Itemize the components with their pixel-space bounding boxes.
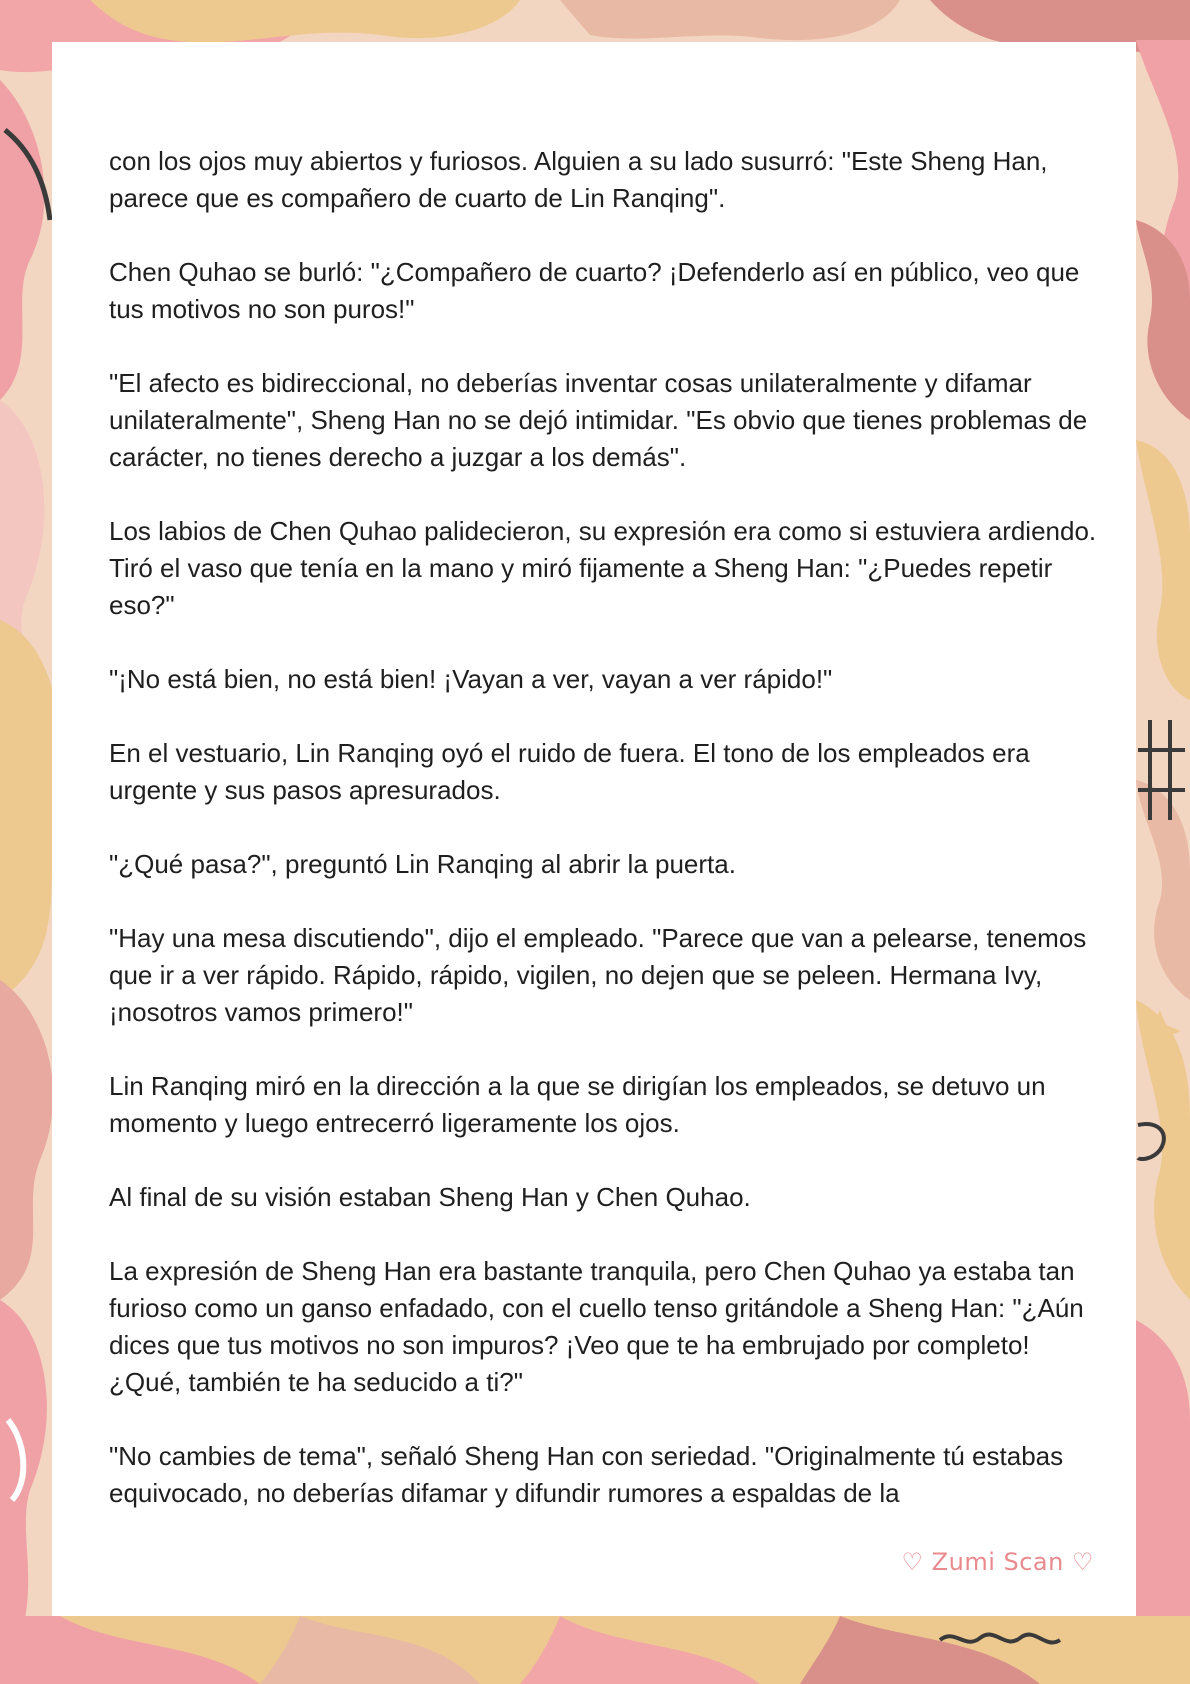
- paragraph: "¿Qué pasa?", preguntó Lin Ranqing al abrir la puerta.: [109, 849, 736, 879]
- body-text: [109, 143, 1109, 1549]
- paragraph: "El afecto es bidireccional, no deberías inventar cosas unilateralmente y difamar unilateralmente", Sheng Han no se dejó intimidar. "Es obvio que tienes problemas de carácter, no tienes derecho a juzgar a los demás".: [109, 368, 1088, 472]
- paragraph: "¡No está bien, no está bien! ¡Vayan a ver, vayan a ver rápido!": [109, 664, 833, 694]
- document-page: [52, 42, 1136, 1616]
- paragraph: La expresión de Sheng Han era bastante tranquila, pero Chen Quhao ya estaba tan furioso como un ganso enfadado, con el cuello tenso gritándole a Sheng Han: "¿Aún dices que tus motivos no son impuros? ¡Veo que te ha embrujado por completo! ¿Qué, también te ha seducido a ti?": [109, 1256, 1084, 1397]
- paragraph: Lin Ranqing miró en la dirección a la que se dirigían los empleados, se detuvo un momento y luego entrecerró ligeramente los ojos.: [109, 1071, 1046, 1138]
- paragraph: Chen Quhao se burló: "¿Compañero de cuarto? ¡Defenderlo así en público, veo que tus motivos no son puros!": [109, 257, 1080, 324]
- paragraph: "Hay una mesa discutiendo", dijo el empleado. "Parece que van a pelearse, tenemos que ir a ver rápido. Rápido, rápido, vigilen, no dejen que se peleen. Hermana Ivy, ¡nosotros vamos primero!": [109, 923, 1087, 1027]
- paragraph: con los ojos muy abiertos y furiosos. Alguien a su lado susurró: "Este Sheng Han, parece que es compañero de cuarto de Lin Ranqing".: [109, 146, 1048, 213]
- paragraph: Los labios de Chen Quhao palidecieron, su expresión era como si estuviera ardiendo. Tiró el vaso que tenía en la mano y miró fijamente a Sheng Han: "¿Puedes repetir eso?": [109, 516, 1097, 620]
- paragraph: Al final de su visión estaban Sheng Han y Chen Quhao.: [109, 1182, 751, 1212]
- paragraph: "No cambies de tema", señaló Sheng Han con seriedad. "Originalmente tú estabas equivocado, no deberías difamar y difundir rumores a espaldas de la: [109, 1441, 1064, 1508]
- watermark-text: ♡ Zumi Scan ♡: [901, 1548, 1094, 1576]
- paragraph: En el vestuario, Lin Ranqing oyó el ruido de fuera. El tono de los empleados era urgente y sus pasos apresurados.: [109, 738, 1030, 805]
